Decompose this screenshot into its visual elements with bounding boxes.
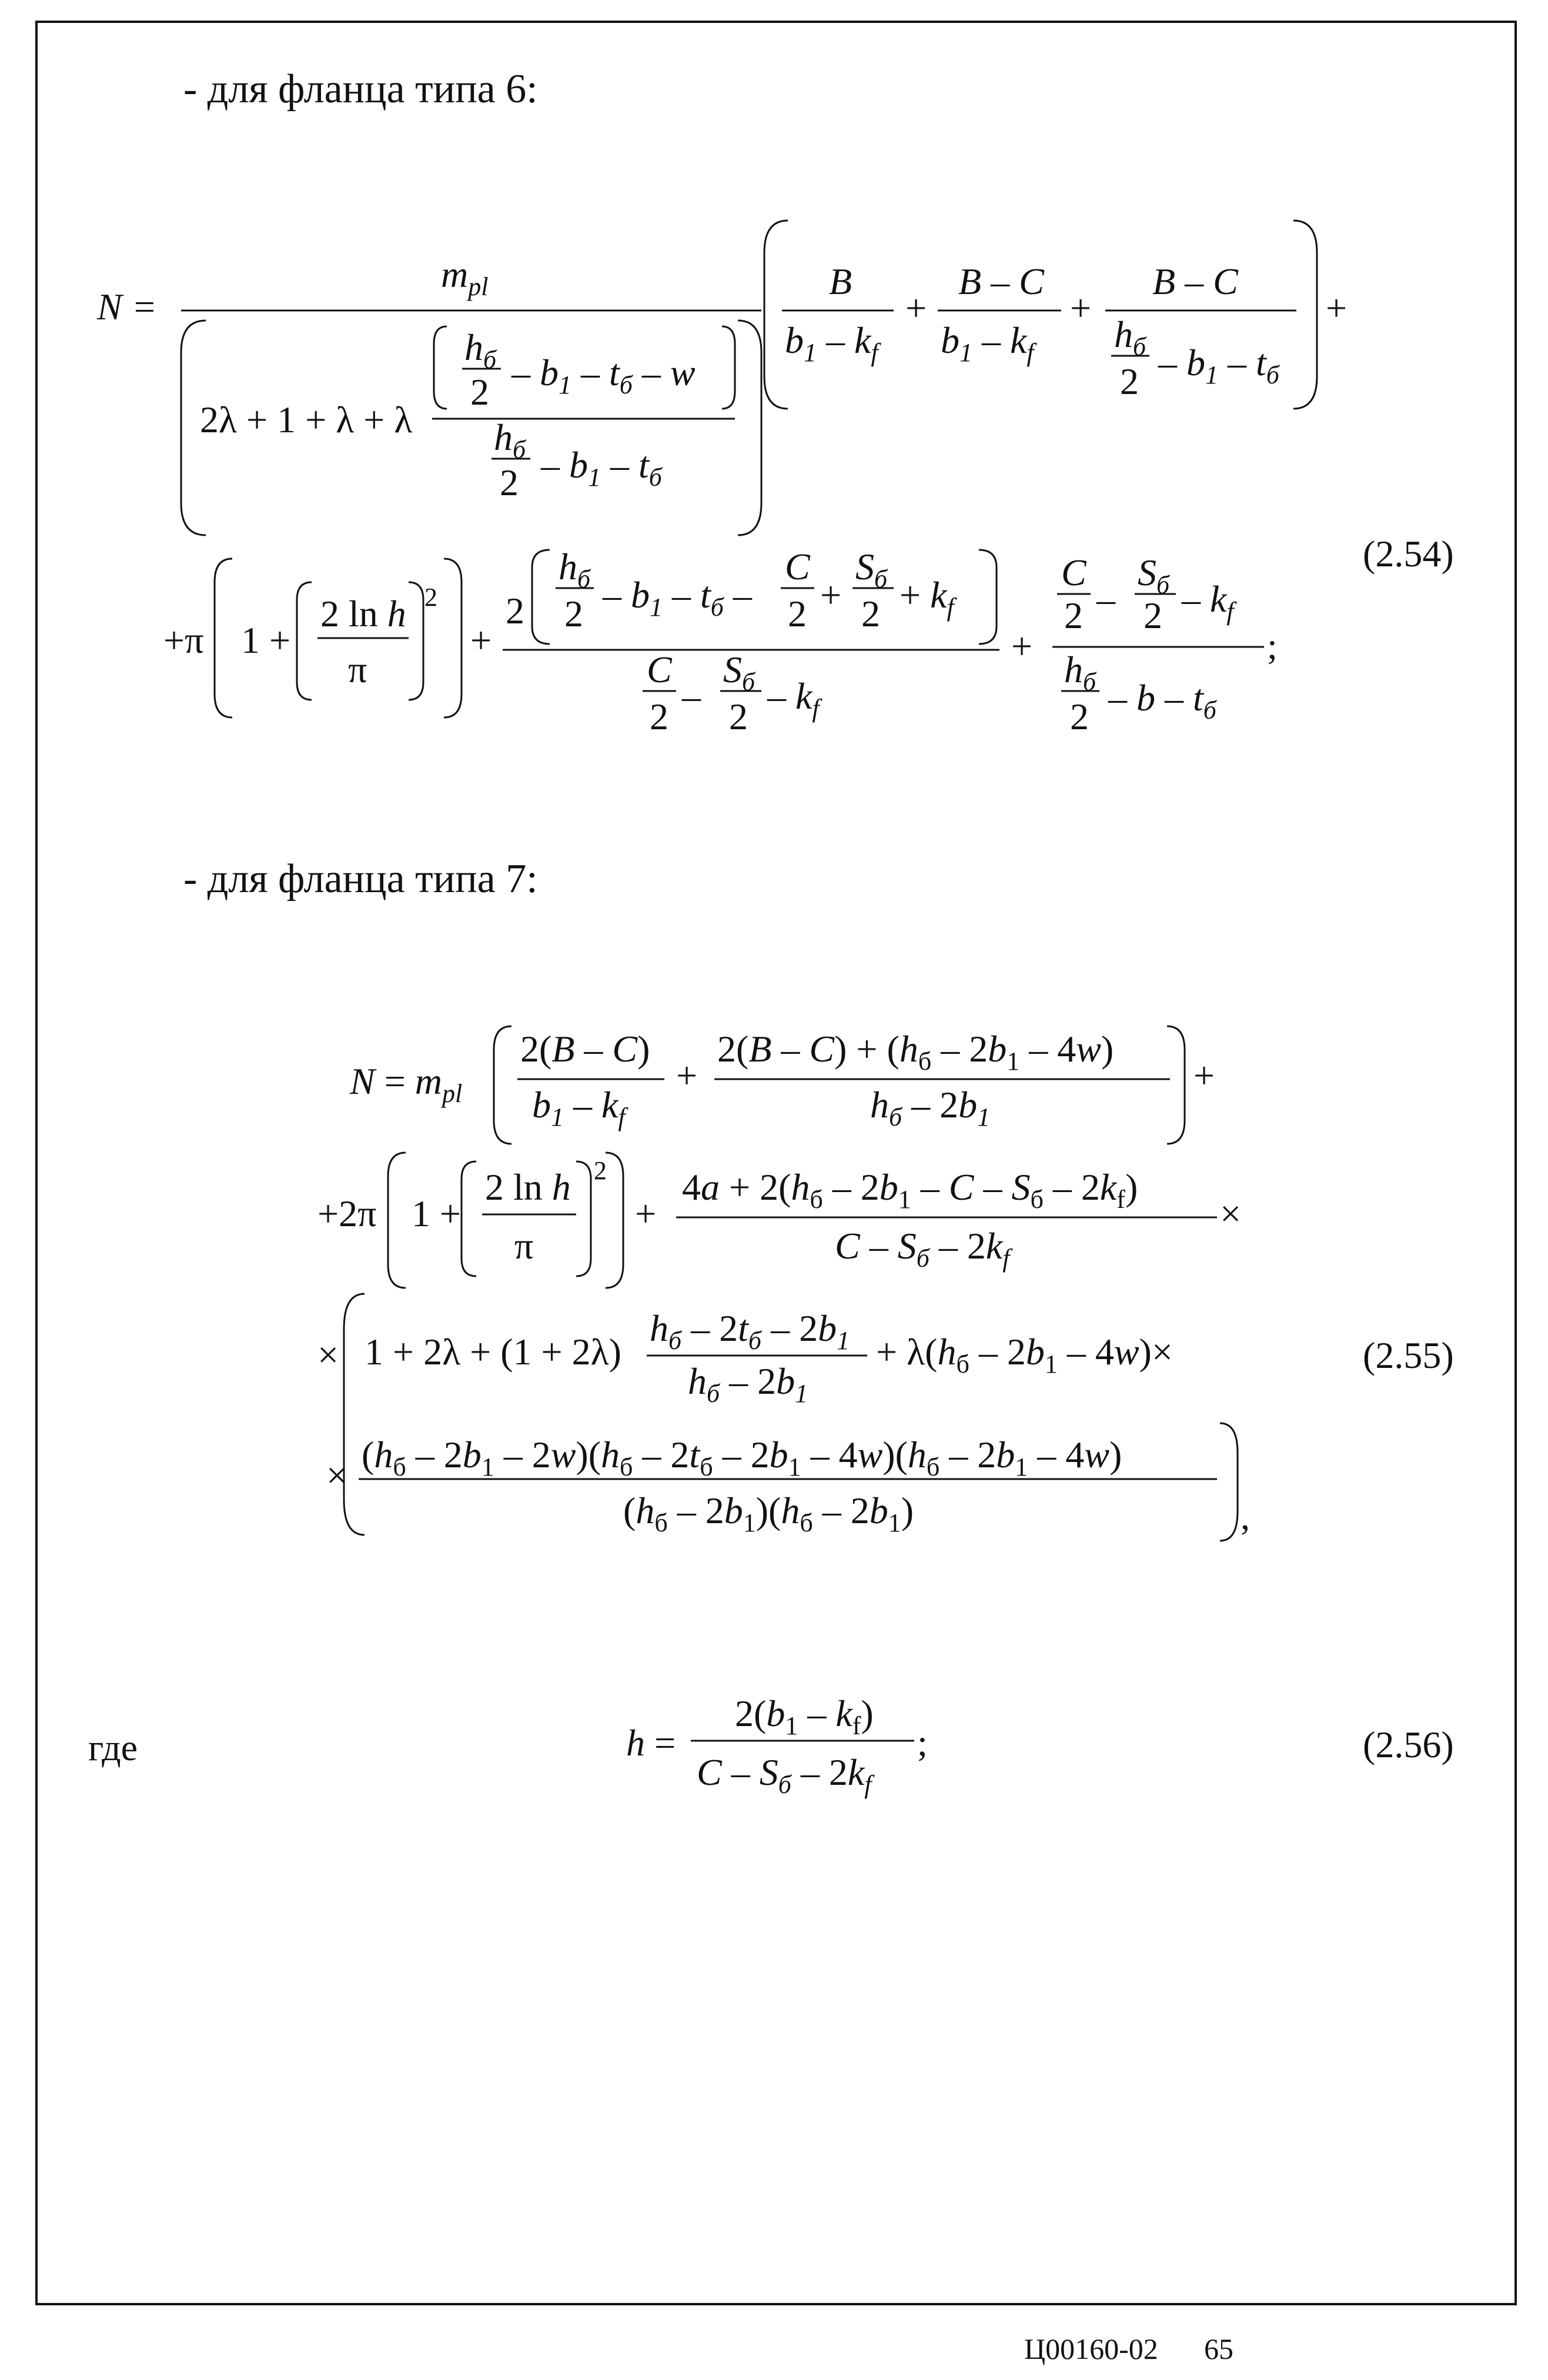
svg-text:×: × — [317, 1334, 339, 1376]
svg-text:2 ln h: 2 ln h — [320, 593, 406, 635]
equation-number-2-54: (2.54) — [1363, 533, 1454, 575]
svg-text:2(B – C): 2(B – C) — [520, 1028, 650, 1070]
equation-number-2-55: (2.55) — [1363, 1334, 1454, 1376]
eq254-inner-num-terms: – $b_1 - t_б$ – w — [511, 352, 696, 399]
svg-text:2: 2 — [788, 593, 807, 635]
svg-text:2 ln h: 2 ln h — [485, 1166, 571, 1208]
svg-text:4a + 2(hб – 2b1 – C – Sб – 2kf: $4a + 2(h_б - 2b_1 - C - S_б - 2k_f)$ — [682, 1166, 1138, 1214]
eq254-inner-right-paren — [722, 326, 735, 409]
svg-text:2(b1 – kf): $2(b_1 - k_f)$ — [735, 1693, 874, 1740]
svg-text:2: 2 — [594, 1156, 607, 1185]
svg-text:1 +: 1 + — [412, 1193, 462, 1234]
equation-2-56 — [626, 1693, 928, 1799]
svg-text:+2π: +2π — [317, 1193, 377, 1234]
svg-text:;: ; — [917, 1722, 928, 1764]
svg-text:hб – 2tб – 2b1: $h_б - 2t_б - 2b_1$ — [650, 1307, 850, 1355]
svg-text:B: B — [829, 261, 852, 302]
svg-text:2: 2 — [1120, 360, 1139, 402]
svg-text:+: + — [470, 619, 492, 661]
svg-text:2: 2 — [861, 593, 880, 635]
svg-text:h =: h = — [626, 1722, 676, 1764]
svg-text:hб: $h_б$ — [1064, 649, 1096, 696]
svg-text:– kf: – $k_f$ — [767, 675, 820, 723]
svg-text:(hб – 2b1 – 2w)(hб – 2tб – 2b1: $(h_б - 2b_1 - 2w)(h_б - 2t_б - 2b_1 - 4w)(h_б - 2b_1 - 4w)$ — [362, 1434, 1122, 1481]
svg-text:– kf: – $k_f$ — [1182, 578, 1234, 626]
svg-text:2: 2 — [564, 593, 583, 635]
svg-text:2: 2 — [506, 590, 524, 632]
svg-text:2: 2 — [1070, 696, 1089, 737]
eq254-bracket-left — [764, 221, 788, 409]
svg-text:+: + — [1011, 625, 1033, 667]
svg-text:+: + — [1326, 287, 1348, 329]
eq254-inner-hb-num: $h_б$ — [464, 326, 497, 374]
eq254-inner-left-paren — [434, 326, 447, 409]
heading-flange-type-6: - для фланца типа 6: — [183, 66, 538, 112]
svg-text:+: + — [820, 574, 842, 616]
svg-text:B – C: B – C — [958, 261, 1044, 302]
svg-text:,: , — [1241, 1496, 1250, 1537]
eq254-numerator-mpl: $m_{pl}$ — [441, 253, 489, 301]
svg-text:–: – — [682, 675, 701, 717]
svg-text:1 +: 1 + — [241, 619, 291, 661]
svg-text:hб: $h_б$ — [494, 416, 526, 464]
svg-text:hб: $h_б$ — [1114, 313, 1146, 361]
svg-text:C: C — [647, 649, 672, 690]
svg-text:+: + — [1070, 287, 1092, 329]
eq254-bracket-right — [1293, 221, 1317, 409]
eq254-denominator-right-paren — [738, 321, 761, 535]
svg-text:2(B – C) + (hб – 2b1 – 4w): $2(B - C) + (h_б - 2b_1 - 4w)$ — [717, 1028, 1114, 1076]
svg-text:+: + — [676, 1054, 698, 1096]
svg-text:b1 – kf: $b_1 - k_f$ — [785, 319, 878, 367]
svg-text:2: 2 — [729, 696, 748, 737]
svg-text:2: 2 — [500, 462, 519, 503]
svg-text:hб – 2b1: $h_б - 2b_1$ — [688, 1360, 808, 1408]
equation-2-55 — [317, 1026, 1250, 1541]
svg-text:– b – tб: – b – $t_б$ — [1108, 677, 1216, 725]
svg-text:N = mpl: $N = m_{pl}$ — [350, 1060, 463, 1108]
svg-text:π: π — [514, 1225, 534, 1267]
svg-text:B – C: B – C — [1152, 261, 1238, 302]
svg-text:b1 – kf: $b_1 - k_f$ — [532, 1084, 626, 1131]
footer-doc-code: Ц00160-02 — [1024, 2332, 1158, 2365]
eq254-lhs: N = — [97, 286, 157, 328]
svg-text:Sб: $S_б$ — [1138, 552, 1170, 599]
svg-text:Sб: $S_б$ — [855, 546, 888, 593]
svg-text:π: π — [348, 649, 367, 690]
svg-text:+: + — [905, 287, 927, 329]
svg-text:+ λ(hб – 2b1 – 4w)×: + $\lambda(h_б - 2b_1 - 4w)\times$ — [876, 1331, 1173, 1378]
footer-page-number: 65 — [1204, 2332, 1233, 2365]
svg-text:+: + — [635, 1193, 657, 1234]
svg-text:1 + 2λ + (1 + 2λ): 1 + 2λ + (1 + 2λ) — [365, 1331, 621, 1373]
svg-text:2: 2 — [1144, 595, 1162, 636]
svg-text:×: × — [326, 1454, 348, 1496]
svg-text:– b1 – tб: – $b_1 - t_б$ — [1158, 342, 1279, 389]
svg-text:b1 – kf: $b_1 - k_f$ — [941, 319, 1034, 367]
svg-text:2: 2 — [424, 583, 437, 612]
svg-text:hб: $h_б$ — [559, 546, 591, 593]
eq254-denominator-lambda-sum: 2λ + 1 + λ + λ — [200, 399, 413, 440]
svg-text:×: × — [1220, 1193, 1242, 1234]
equation-2-54 — [96, 221, 1347, 737]
svg-text:– b1 – tб: – $b_1 - t_б$ — [541, 444, 662, 492]
svg-text:2: 2 — [1064, 595, 1083, 636]
where-word: где — [88, 1727, 138, 1768]
svg-text:C: C — [1061, 552, 1086, 593]
svg-text:;: ; — [1267, 625, 1278, 667]
svg-text:2: 2 — [650, 696, 668, 737]
equation-number-2-56: (2.56) — [1363, 1724, 1454, 1765]
svg-text:C – Sб – 2kf: C – $S_б - 2k_f$ — [835, 1225, 1010, 1273]
svg-text:C – Sб – 2kf: C – $S_б - 2k_f$ — [697, 1751, 872, 1799]
svg-text:2: 2 — [470, 371, 489, 413]
heading-flange-type-7: - для фланца типа 7: — [183, 856, 538, 902]
svg-text:(hб – 2b1)(hб – 2b1): $(h_б - 2b_1)(h_б - 2b_1)$ — [623, 1490, 914, 1537]
eq254-line2-pi: +π — [163, 619, 204, 661]
svg-text:– b1 – tб –: – $b_1 - t_б$ – — [603, 574, 752, 622]
svg-text:hб – 2b1: $h_б - 2b_1$ — [870, 1084, 991, 1131]
svg-text:–: – — [1096, 578, 1115, 620]
svg-text:+: + — [1193, 1054, 1215, 1096]
svg-text:Sб: $S_б$ — [723, 649, 755, 696]
svg-text:+ kf: + $k_f$ — [900, 574, 954, 622]
svg-text:C: C — [785, 546, 810, 588]
